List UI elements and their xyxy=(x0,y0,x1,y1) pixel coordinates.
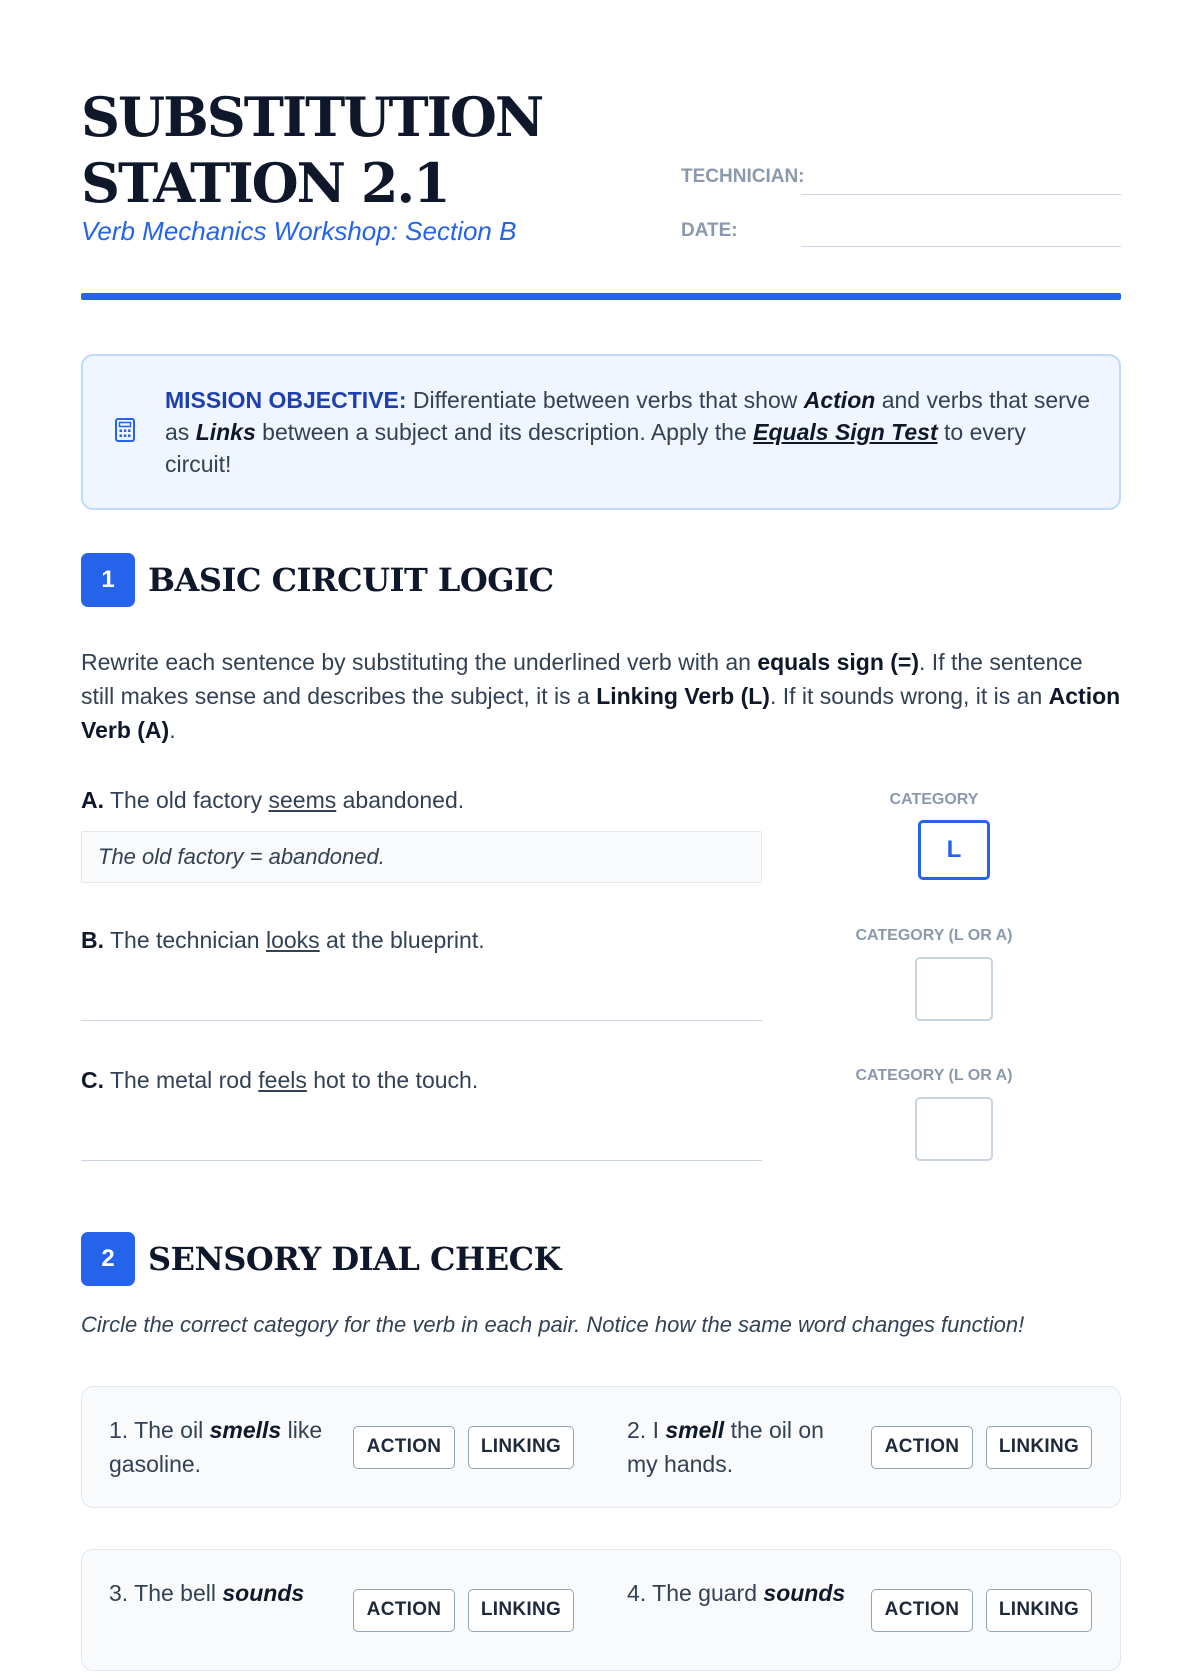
calculator-icon xyxy=(113,417,137,443)
instruction-text: Rewrite each sentence by substituting the underlined verb with an xyxy=(81,649,758,675)
page-title xyxy=(81,84,641,216)
worksheet-page xyxy=(81,0,1121,1620)
mission-text-part: and verbs that serve as xyxy=(165,387,1091,445)
pair-1-action-option[interactable]: ACTION xyxy=(353,1426,455,1469)
pair-3-action-option[interactable]: ACTION xyxy=(353,1589,455,1632)
title-line-1: SUBSTITUTION xyxy=(81,85,543,149)
section-2-number-badge: 2 xyxy=(81,1232,135,1286)
sentence-part: The technician xyxy=(104,927,266,953)
mission-text-part: between a subject and its description. Apply the xyxy=(255,419,754,445)
target-verb: sounds xyxy=(222,1580,305,1606)
sentence-part: 1. The oil xyxy=(109,1417,210,1443)
section-1-number-badge: 1 xyxy=(81,553,135,607)
mission-links-term: Links xyxy=(195,419,256,445)
section-2-instructions: Circle the correct category for the verb in each pair. Notice how the same word changes function! xyxy=(81,1312,1025,1337)
pair-1-sentence xyxy=(109,1413,335,1481)
instruction-bold: Linking Verb (L) xyxy=(596,683,770,709)
sentence-part: The metal rod xyxy=(104,1067,259,1093)
pair-2-sentence xyxy=(627,1413,853,1481)
item-a-sentence xyxy=(81,785,464,815)
pair-item-1 xyxy=(82,1387,602,1509)
item-b-category-box[interactable] xyxy=(915,957,993,1021)
pair-card-1 xyxy=(81,1386,1121,1508)
mission-text-part: to every circuit! xyxy=(165,419,1026,477)
underlined-verb: feels xyxy=(258,1067,307,1093)
sentence-part: 4. The guard xyxy=(627,1580,764,1606)
header-divider xyxy=(81,293,1121,300)
pair-item-4 xyxy=(600,1550,1120,1672)
instruction-text: . If the sentence still makes sense and describes the subject, it is a xyxy=(81,649,1083,709)
section-2-title: SENSORY DIAL CHECK xyxy=(148,1240,561,1278)
sentence-part: at the blueprint. xyxy=(319,927,485,953)
pair-4-linking-option[interactable]: LINKING xyxy=(986,1589,1092,1632)
sentence-part: The old factory xyxy=(104,787,269,813)
instruction-text: . If it sounds wrong, it is an xyxy=(769,683,1049,709)
mission-lead: MISSION OBJECTIVE: xyxy=(165,387,407,413)
technician-field[interactable] xyxy=(801,194,1121,195)
item-c-answer-line[interactable] xyxy=(81,1160,762,1161)
date-field[interactable] xyxy=(801,246,1121,247)
sentence-part: the oil on my hands. xyxy=(627,1417,824,1477)
item-c-category-label: CATEGORY (L OR A) xyxy=(855,1067,1013,1084)
item-letter: C. xyxy=(81,1067,104,1093)
pair-3-sentence xyxy=(109,1576,335,1610)
sentence-part: 2. I xyxy=(627,1417,666,1443)
pair-3-linking-option[interactable]: LINKING xyxy=(468,1589,574,1632)
section-1-title: BASIC CIRCUIT LOGIC xyxy=(148,561,554,599)
item-c-category-box[interactable] xyxy=(915,1097,993,1161)
instruction-bold: equals sign (=) xyxy=(757,649,920,675)
page-subtitle: Verb Mechanics Workshop: Section B xyxy=(81,216,517,246)
pair-1-linking-option[interactable]: LINKING xyxy=(468,1426,574,1469)
instruction-bold: Action Verb (A) xyxy=(81,683,1121,743)
item-c-sentence xyxy=(81,1065,478,1095)
mission-text-part: Differentiate between verbs that show xyxy=(406,387,804,413)
sentence-part: abandoned. xyxy=(336,787,465,813)
target-verb: sounds xyxy=(763,1580,846,1606)
section-1-instructions xyxy=(81,645,1121,747)
item-b-category-label: CATEGORY (L OR A) xyxy=(855,927,1013,944)
item-a-answer-field[interactable]: The old factory = abandoned. xyxy=(81,831,762,883)
pair-card-2 xyxy=(81,1549,1121,1671)
item-letter: A. xyxy=(81,787,104,813)
pair-2-action-option[interactable]: ACTION xyxy=(871,1426,973,1469)
item-letter: B. xyxy=(81,927,104,953)
mission-text xyxy=(165,384,1095,480)
technician-label: TECHNICIAN: xyxy=(681,166,805,187)
item-b-sentence xyxy=(81,925,485,955)
underlined-verb: looks xyxy=(265,927,320,953)
mission-test-term: Equals Sign Test xyxy=(753,419,938,445)
title-line-2: STATION 2.1 xyxy=(81,151,449,215)
pair-2-linking-option[interactable]: LINKING xyxy=(986,1426,1092,1469)
target-verb: smells xyxy=(209,1417,282,1443)
mission-action-term: Action xyxy=(803,387,876,413)
target-verb: smell xyxy=(665,1417,725,1443)
sentence-part: 3. The bell xyxy=(109,1580,223,1606)
pair-4-sentence xyxy=(627,1576,853,1610)
sentence-part: like gasoline. xyxy=(109,1417,323,1477)
mission-objective-box xyxy=(81,354,1121,510)
pair-item-2 xyxy=(600,1387,1120,1509)
instruction-text: . xyxy=(169,717,176,743)
item-a-category-label: CATEGORY xyxy=(889,791,979,808)
sentence-part: hot to the touch. xyxy=(306,1067,479,1093)
pair-item-3 xyxy=(82,1550,602,1672)
date-label: DATE: xyxy=(681,220,738,241)
underlined-verb: seems xyxy=(268,787,337,813)
pair-4-action-option[interactable]: ACTION xyxy=(871,1589,973,1632)
item-a-category-box[interactable]: L xyxy=(918,820,990,880)
item-b-answer-line[interactable] xyxy=(81,1020,762,1021)
